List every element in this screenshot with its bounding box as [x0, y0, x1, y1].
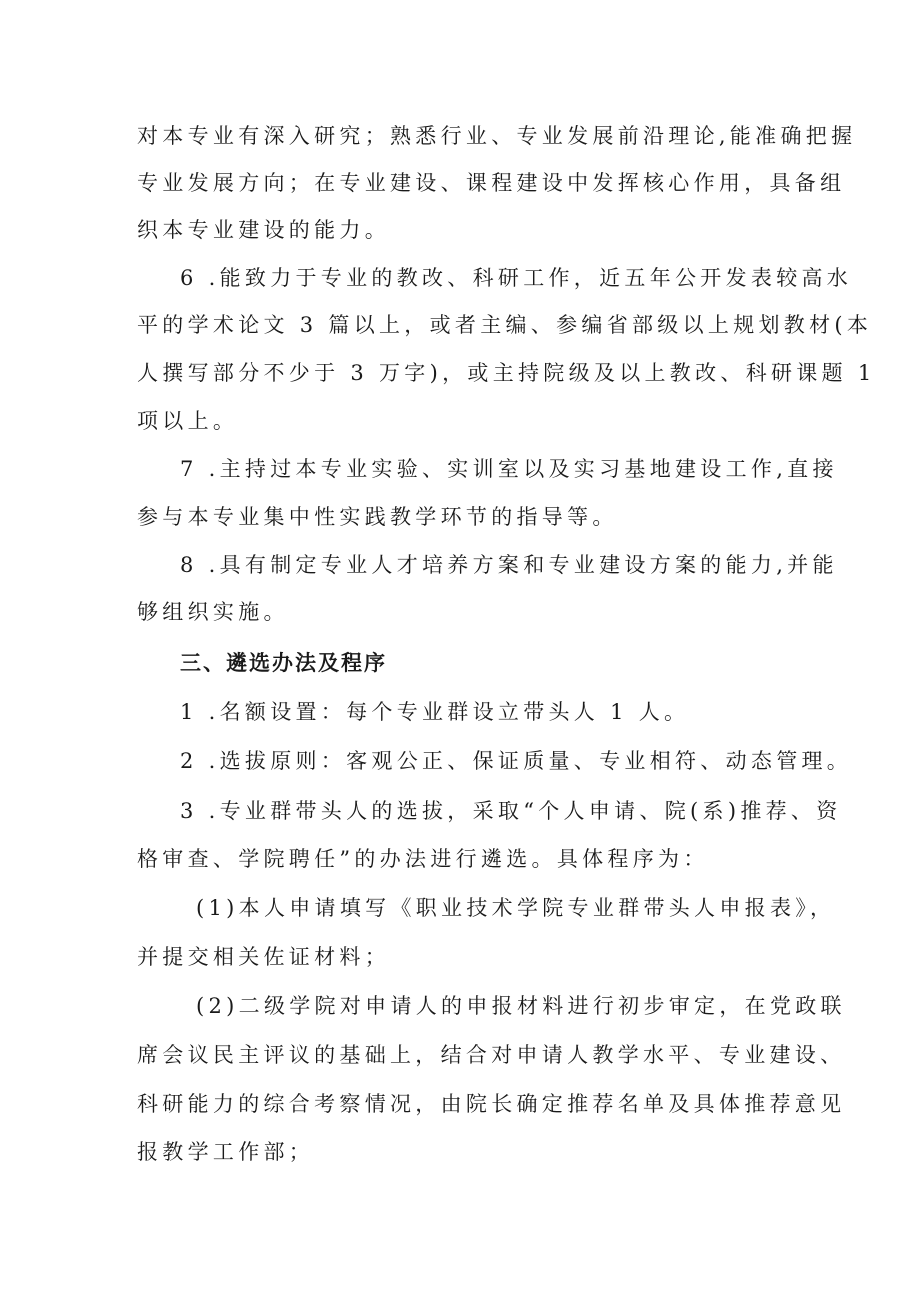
- text-line: 席会议民主评议的基础上，结合对申请人教学水平、专业建设、: [137, 1043, 846, 1067]
- text-line: 项以上。: [137, 409, 239, 433]
- text-line: 1 .名额设置：每个专业群设立带头人 1 人。: [180, 700, 690, 724]
- text-line: 平的学术论文 3 篇以上，或者主编、参编省部级以上规划教材(本: [137, 313, 873, 337]
- text-line: 6 .能致力于专业的教改、科研工作，近五年公开发表较高水: [180, 266, 853, 290]
- section-heading: 三、遴选办法及程序: [180, 651, 387, 675]
- text-line: 参与本专业集中性实践教学环节的指导等。: [137, 505, 618, 529]
- text-line: 2 .选拔原则：客观公正、保证质量、专业相符、动态管理。: [180, 749, 853, 773]
- text-line: 科研能力的综合考察情况，由院长确定推荐名单及具体推荐意见: [137, 1092, 846, 1116]
- text-line: 格审查、学院聘任”的办法进行遴选。具体程序为：: [137, 847, 709, 871]
- text-line: 人撰写部分不少于 3 万字)，或主持院级及以上教改、科研课题 1: [137, 361, 876, 385]
- text-line: 8 .具有制定专业人才培养方案和专业建设方案的能力,并能: [180, 553, 838, 577]
- text-line: 专业发展方向；在专业建设、课程建设中发挥核心作用，具备组: [137, 171, 846, 195]
- text-line: 并提交相关佐证材料；: [137, 945, 390, 969]
- text-line: (1)本人申请填写《职业技术学院专业群带头人申报表》，: [196, 896, 836, 920]
- text-line: 7 .主持过本专业实验、实训室以及实习基地建设工作,直接: [180, 457, 838, 481]
- text-line: 报教学工作部；: [137, 1140, 315, 1164]
- text-line: 对本专业有深入研究；熟悉行业、专业发展前沿理论,能准确把握: [137, 124, 857, 148]
- text-line: 3 .专业群带头人的选拔，采取“个人申请、院(系)推荐、资: [180, 799, 842, 823]
- text-line: 织本专业建设的能力。: [137, 218, 390, 242]
- text-line: (2)二级学院对申请人的申报材料进行初步审定，在党政联: [196, 994, 846, 1018]
- text-line: 够组织实施。: [137, 600, 289, 624]
